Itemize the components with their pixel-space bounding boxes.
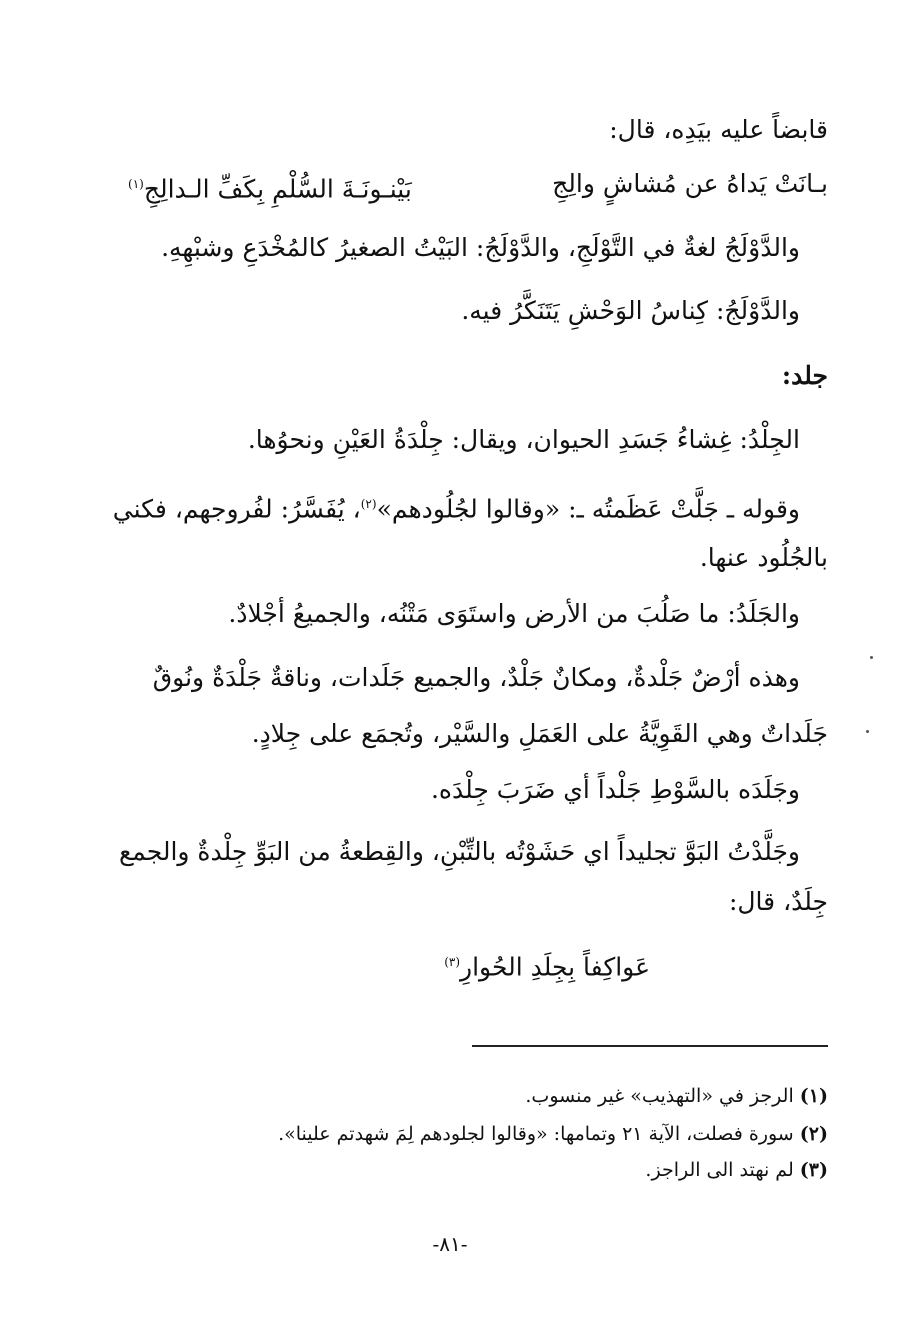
verse-1-first-hemistich [552, 166, 828, 202]
text-line-7-part-1: وقوله ـ جَلَّتْ عَظَمتُه ـ: «وقالوا لجُلُودهم» [376, 494, 800, 524]
verse-2-text: عَواكِفاً بِجِلَدِ الحُوارِ [460, 952, 650, 982]
text-line-14: جِلَدٌ، قال: [728, 887, 828, 916]
verse-1-first-hemistich-text: بـانَتْ يَداهُ عن مُشاشٍ والِجِ [552, 169, 828, 198]
text-line-7-part-2: ، يُفَسَّرُ: لفُروجهم، فكني [112, 494, 361, 524]
footnote-divider [472, 1045, 828, 1047]
footnote-ref-2: (٢) [360, 497, 377, 511]
footnote-2-text: سورة فصلت، الآية ٢١ وتمامها: «وقالوا لجلودهم لِمَ شهدتم علينا». [278, 1123, 794, 1145]
text-line-9: والجَلَدُ: ما صَلُبَ من الأرض واستَوَى مَتْنُه، والجميعُ أجْلادٌ. [228, 599, 800, 628]
scan-speck [866, 730, 869, 733]
footnote-1 [525, 1082, 828, 1110]
verse-1-second-hemistich [128, 166, 412, 207]
text-line-12: وجَلَدَه بالسَّوْطِ جَلْداً أي ضَرَبَ جِلْدَه. [430, 775, 800, 804]
footnote-ref-1: (١) [128, 177, 144, 191]
verse-2 [444, 944, 650, 985]
text-line-11: جَلَداتٌ وهي القَوِيَّةُ على العَمَلِ والسَّيْر، وتُجمَع على جِلادٍ. [251, 719, 828, 748]
text-line-7 [113, 486, 800, 527]
footnote-3-number: (٣) [799, 1159, 828, 1181]
footnote-2 [278, 1120, 828, 1148]
entry-heading: جلد: [781, 361, 828, 390]
text-line-3: والدَّوْلَجُ لغةٌ في التَّوْلَجِ، والدَّوْلَجُ: البَيْتُ الصغيرُ كالمُخْدَعِ وشبْهِهِ. [161, 233, 800, 262]
footnote-3-text: لم نهتد الى الراجز. [645, 1159, 794, 1181]
verse-1-second-hemistich-text: بَيْنـونَـةَ السُّلْمِ بِكَفِّ الـدالِجِ [143, 174, 412, 204]
text-line-6: الجِلْدُ: غِشاءُ جَسَدِ الحيوان، ويقال: جِلْدَةُ العَيْنِ ونحوُها. [247, 425, 800, 454]
footnote-ref-3: (٣) [444, 955, 461, 969]
text-line-10: وهذه أرْضٌ جَلْدةٌ، ومكانٌ جَلْدٌ، والجميع جَلَدات، وناقةٌ جَلْدَةٌ ونُوقٌ [152, 663, 800, 692]
text-line-8: بالجُلُود عنها. [699, 543, 828, 572]
footnote-1-text: الرجز في «التهذيب» غير منسوب. [525, 1085, 794, 1107]
footnote-2-number: (٢) [799, 1123, 828, 1145]
footnote-1-number: (١) [799, 1085, 828, 1107]
scan-speck [870, 656, 873, 659]
page-number: -٨١- [432, 1232, 468, 1256]
text-line-13: وجَلَّدْتُ البَوَّ تجليداً اي حَشَوْتُه بالتِّبْنِ، والقِطعةُ من البَوِّ جِلْدةٌ والجمع [118, 837, 800, 866]
footnote-3 [645, 1156, 828, 1184]
text-line-1: قابضاً عليه بيَدِه، قال: [609, 115, 828, 144]
text-line-4: والدَّوْلَجُ: كِناسُ الوَحْشِ يَتَنَكَّرُ فيه. [461, 296, 800, 325]
